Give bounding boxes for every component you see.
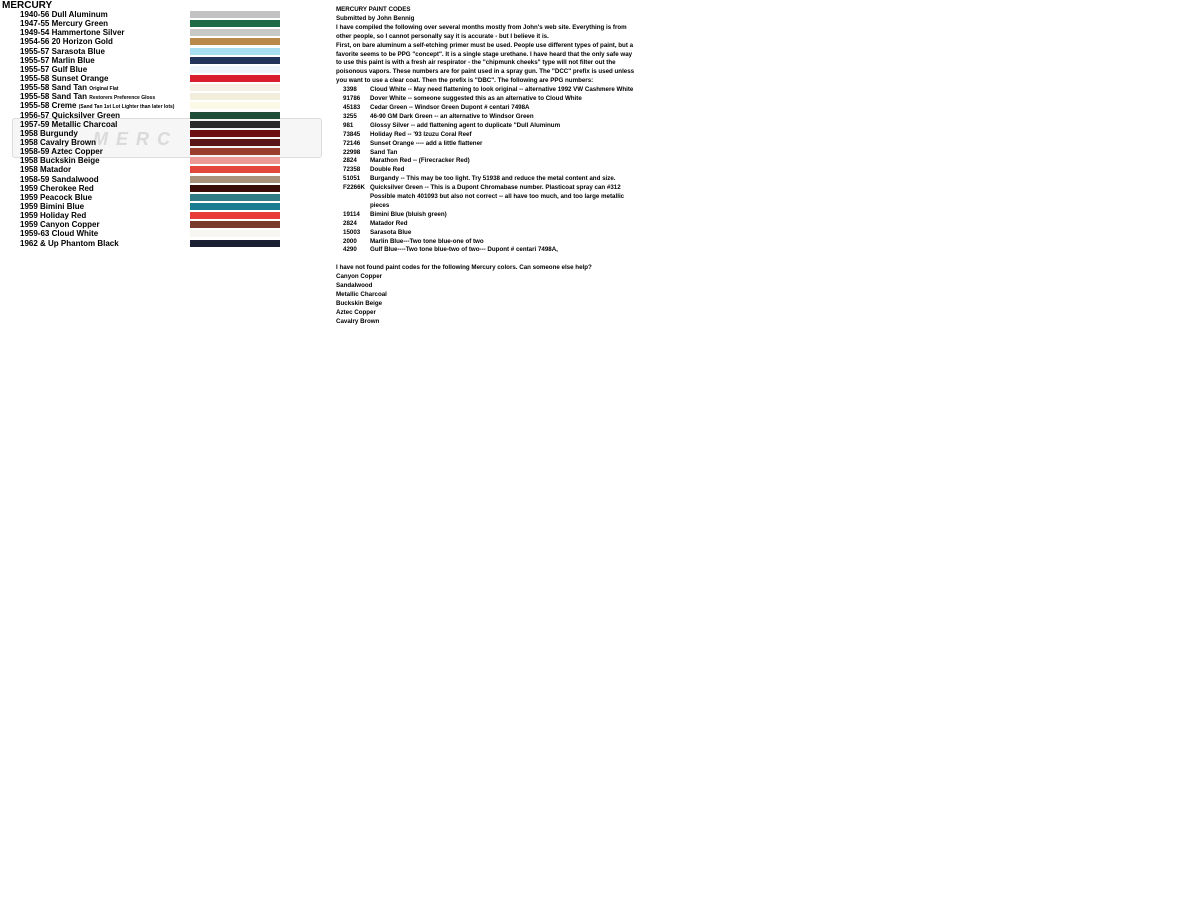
paint-code: 3255	[343, 112, 357, 120]
color-swatch	[190, 48, 280, 55]
color-swatch	[190, 203, 280, 210]
color-swatch	[190, 230, 280, 237]
color-row	[20, 229, 285, 238]
color-name: 1955-57 Marlin Blue	[20, 55, 95, 65]
paint-code-row	[336, 220, 656, 229]
color-swatch	[190, 84, 280, 91]
color-row	[20, 111, 285, 120]
color-swatch	[190, 185, 280, 192]
color-row	[20, 239, 285, 248]
color-row	[20, 56, 285, 65]
missing-codes-intro: I have not found paint codes for the following Mercury colors. Can someone else help?	[336, 264, 592, 272]
paint-code: 51051	[343, 175, 361, 183]
color-note: (Sand Tan 1st Lot Lighter than later lots)	[78, 104, 175, 111]
color-label	[20, 138, 96, 147]
paint-code-row	[336, 157, 656, 166]
color-label	[20, 220, 100, 229]
color-row	[20, 74, 285, 83]
paint-code: 15003	[343, 228, 361, 236]
paint-code-desc: Sunset Orange ---- add a little flattener	[370, 139, 483, 147]
color-row	[20, 220, 285, 229]
color-row	[20, 10, 285, 19]
color-row	[20, 184, 285, 193]
missing-color: Metallic Charcoal	[336, 291, 387, 299]
color-name: 1954-56 20 Horizon Gold	[20, 37, 113, 47]
color-row	[20, 147, 285, 156]
color-name: 1955-58 Sunset Orange	[20, 73, 109, 83]
color-label	[20, 202, 84, 211]
paint-code: 2000	[343, 237, 357, 245]
paint-codes-section	[336, 6, 656, 327]
color-name: 1958 Burgundy	[20, 128, 78, 138]
color-label	[20, 74, 108, 83]
paint-code-row	[336, 211, 656, 220]
paint-code-desc: Glossy Silver -- add flattening agent to duplicate "Dull Aluminum	[370, 121, 561, 129]
color-label	[20, 156, 100, 165]
paint-code-row	[336, 140, 656, 149]
color-label	[20, 165, 71, 174]
intro-text	[336, 24, 656, 86]
color-label	[20, 111, 120, 120]
color-swatch	[190, 194, 280, 201]
paint-code-desc-cont: pieces	[370, 201, 390, 209]
paint-code-row	[336, 95, 656, 104]
paint-code: F2266K	[343, 184, 366, 192]
color-name: 1958 Cavalry Brown	[20, 137, 97, 147]
color-label	[20, 28, 125, 37]
color-row	[20, 28, 285, 37]
color-row	[20, 165, 285, 174]
paint-code-row	[336, 131, 656, 140]
color-name: 1958-59 Aztec Copper	[20, 147, 103, 157]
paint-code-desc: Cloud White -- May need flattening to look original -- alternative 1992 VW Cashmere White	[370, 86, 634, 94]
color-name: 1957-59 Metallic Charcoal	[20, 119, 118, 129]
color-row	[20, 101, 285, 110]
color-swatch	[190, 139, 280, 146]
color-row	[20, 193, 285, 202]
paint-code-row	[336, 166, 656, 175]
missing-color: Cavalry Brown	[336, 317, 380, 325]
color-swatch	[190, 66, 280, 73]
missing-color: Canyon Copper	[336, 273, 383, 281]
color-label	[20, 175, 99, 184]
color-row	[20, 156, 285, 165]
paint-code-row	[336, 238, 656, 247]
paint-code-row	[336, 229, 656, 238]
color-label	[20, 229, 98, 238]
color-name: 1959 Cherokee Red	[20, 183, 94, 193]
paint-code-desc: Dover White -- someone suggested this as an alternative to Cloud White	[370, 95, 582, 103]
color-name: 1955-58 Sand Tan	[20, 83, 87, 93]
color-name: 1949-54 Hammertone Silver	[20, 28, 125, 38]
color-label	[20, 129, 78, 138]
color-swatch	[190, 221, 280, 228]
paint-code: 19114	[343, 210, 360, 218]
color-swatch	[190, 57, 280, 64]
paint-code-row	[336, 175, 656, 184]
color-label	[20, 37, 113, 46]
color-label	[20, 10, 108, 19]
color-swatch	[190, 148, 280, 155]
color-name: 1962 & Up Phantom Black	[20, 238, 119, 248]
submitted-by: Submitted by John Bennig	[336, 14, 415, 22]
color-swatch	[190, 29, 280, 36]
color-swatch	[190, 121, 280, 128]
color-label	[20, 239, 119, 248]
paint-code-desc: 46-90 GM Dark Green -- an alternative to Windsor Green	[370, 112, 534, 120]
color-name: 1959 Bimini Blue	[20, 201, 85, 211]
color-name: 1959 Peacock Blue	[20, 192, 93, 202]
paint-code-desc: Holiday Red -- '93 Izuzu Coral Reef	[370, 130, 472, 138]
color-name: 1955-57 Gulf Blue	[20, 64, 88, 74]
paint-codes-heading: MERCURY PAINT CODES	[336, 6, 411, 13]
paint-code-desc: Cedar Green -- Windsor Green Dupont # centari 7498A	[370, 103, 530, 111]
page-title: MERCURY	[2, 0, 53, 11]
color-label	[20, 184, 94, 193]
color-swatch	[190, 157, 280, 164]
watermark-text: MERC	[93, 129, 178, 149]
paint-code-desc: Sand Tan	[370, 148, 398, 156]
paint-code-row	[336, 122, 656, 131]
intro-line: poisonous vapors. These numbers are for paint used in a spray gun. The "DCC" prefix is used unless	[336, 68, 635, 76]
paint-code-desc: Sarasota Blue	[370, 228, 412, 236]
color-label	[20, 56, 95, 65]
paint-code: 3398	[343, 86, 357, 94]
color-name: 1947-55 Mercury Green	[20, 19, 109, 29]
color-swatch	[190, 176, 280, 183]
intro-line: I have compiled the following over several months mostly from John's web site. Everything is from	[336, 23, 627, 31]
paint-code: 72146	[343, 139, 361, 147]
color-label	[20, 65, 87, 74]
color-name: 1959 Canyon Copper	[20, 220, 100, 230]
intro-line: you want to use a clear coat. Then the prefix is "DBC". The following are PPG numbers:	[336, 77, 594, 85]
color-label	[20, 193, 92, 202]
intro-line: other people, so I cannot personally say it is accurate - but I believe it is.	[336, 32, 549, 40]
color-swatch	[190, 20, 280, 27]
color-swatch	[190, 240, 280, 247]
paint-code-row	[336, 104, 656, 113]
paint-code-desc: Burgandy -- This may be too light. Try 51938 and reduce the metal content and size.	[370, 175, 616, 183]
color-swatch	[190, 166, 280, 173]
color-name: 1958-59 Sandalwood	[20, 174, 99, 184]
color-swatch	[190, 38, 280, 45]
color-name: 1959 Holiday Red	[20, 211, 87, 221]
intro-line: First, on bare aluminum a self-etching primer must be used. People use different types of paint, but a	[336, 41, 634, 49]
paint-code-row	[336, 246, 656, 255]
paint-code-row	[336, 184, 656, 193]
color-row	[20, 47, 285, 56]
paint-code-row	[336, 149, 656, 158]
paint-code-row	[336, 86, 656, 95]
missing-color: Aztec Copper	[336, 308, 376, 316]
color-label	[20, 147, 103, 156]
color-name: 1956-57 Quicksilver Green	[20, 110, 121, 120]
color-note: Original Flat	[89, 86, 119, 93]
color-name: 1955-58 Sand Tan	[20, 92, 87, 102]
color-row	[20, 65, 285, 74]
paint-code: 4290	[343, 246, 357, 254]
color-label	[20, 19, 108, 28]
missing-color: Sandalwood	[336, 282, 373, 290]
paint-code-list	[336, 86, 656, 255]
color-row	[20, 19, 285, 28]
paint-code-desc: Marlin Blue---Two tone blue-one of two	[370, 237, 484, 245]
color-swatch	[190, 102, 280, 109]
paint-code-desc: Bimini Blue (bluish green)	[370, 210, 447, 218]
color-name: 1955-58 Creme	[20, 101, 77, 111]
color-name: 1955-57 Sarasota Blue	[20, 46, 105, 56]
color-swatch	[190, 130, 280, 137]
paint-code: 22998	[343, 148, 361, 156]
intro-line: to use this paint is with a fresh air respirator - the "chipmunk cheeks" type will not filter out the	[336, 59, 616, 67]
paint-code-row	[336, 113, 656, 122]
paint-code-desc: Gulf Blue----Two tone blue-two of two--- Dupont # centari 7498A,	[370, 246, 558, 254]
color-row	[20, 120, 285, 129]
color-note: Restorers Preference Gloss	[89, 95, 156, 102]
paint-code: 72358	[343, 166, 361, 174]
color-row	[20, 138, 285, 147]
paint-code: 2824	[343, 157, 357, 165]
color-label	[20, 47, 105, 56]
color-row	[20, 92, 285, 101]
color-swatch	[190, 212, 280, 219]
color-swatch-list	[20, 10, 285, 248]
color-name: 1940-56 Dull Aluminum	[20, 10, 108, 19]
paint-code: 2824	[343, 219, 357, 227]
color-row	[20, 37, 285, 46]
color-row	[20, 202, 285, 211]
missing-color: Buckskin Beige	[336, 300, 383, 307]
paint-code-desc: Matador Red	[370, 219, 408, 227]
color-row	[20, 211, 285, 220]
color-row	[20, 129, 285, 138]
color-swatch	[190, 112, 280, 119]
color-row	[20, 175, 285, 184]
paint-code: 45183	[343, 103, 361, 111]
paint-code-desc: Double Red	[370, 166, 405, 174]
color-label	[20, 211, 86, 220]
color-name: 1958 Matador	[20, 165, 72, 175]
missing-colors-list	[336, 273, 656, 326]
intro-line: favorite seems to be PPG "concept". It is a single stage urethane. I have heard that the only safe way	[336, 50, 633, 58]
paint-code: 981	[343, 121, 354, 129]
paint-code: 91786	[343, 95, 361, 103]
color-swatch	[190, 75, 280, 82]
color-swatch	[190, 93, 280, 100]
color-label	[20, 120, 117, 129]
color-swatch	[190, 11, 280, 18]
paint-code-desc: Quicksilver Green -- This is a Dupont Chromabase number. Plasticoat spray can #312	[370, 184, 621, 192]
paint-code-desc: Marathon Red -- (Firecracker Red)	[370, 157, 470, 165]
color-row	[20, 83, 285, 92]
paint-code: 73845	[343, 130, 361, 138]
color-name: 1959-63 Cloud White	[20, 229, 99, 239]
paint-code-desc-cont: Possible match 401093 but also not correct -- all have too much, and too large metallic	[370, 193, 625, 201]
color-name: 1958 Buckskin Beige	[20, 156, 100, 166]
